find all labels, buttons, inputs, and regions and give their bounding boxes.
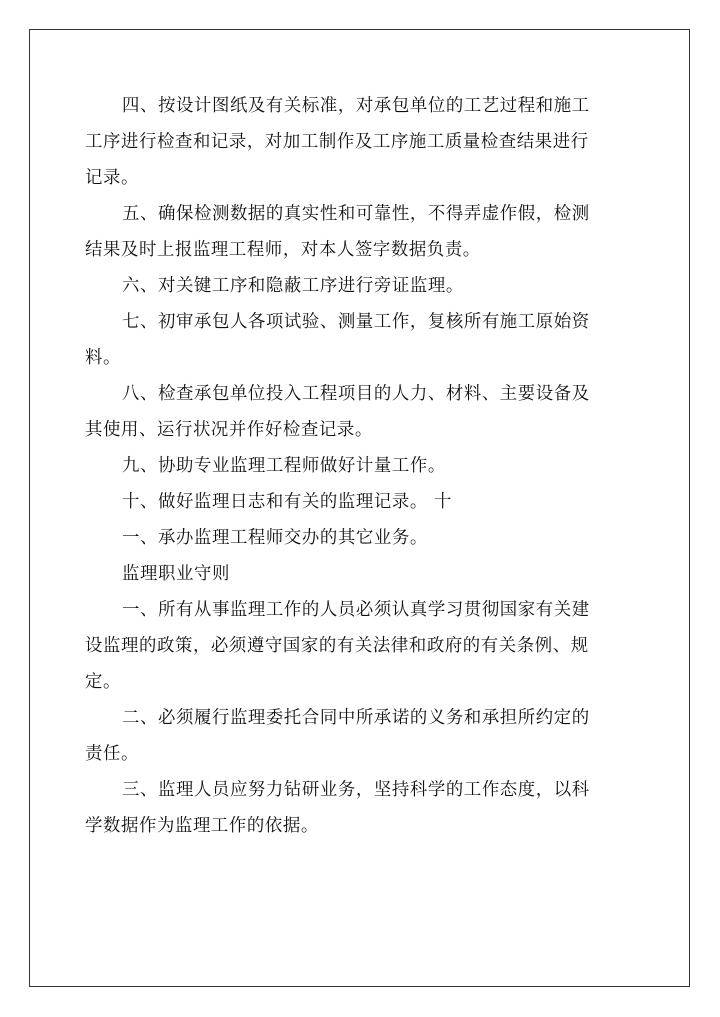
text-line: 责任。	[85, 744, 139, 764]
text-line: 工序进行检查和记录，对加工制作及工序施工质量检查结果进行	[85, 132, 589, 152]
text-line: 九、协助专业监理工程师做好计量工作。	[122, 456, 446, 476]
paragraph-duty-11	[85, 520, 635, 556]
heading-text: 监理职业守则	[122, 564, 230, 584]
document-body	[85, 88, 635, 844]
text-line: 设监理的政策，必须遵守国家的有关法律和政府的有关条例、规	[85, 636, 589, 656]
section-heading	[85, 556, 635, 592]
text-line: 二、必须履行监理委托合同中所承诺的义务和承担所约定的	[122, 708, 590, 728]
paragraph-rule-2	[85, 700, 635, 772]
text-line: 学数据作为监理工作的依据。	[85, 816, 319, 836]
text-line: 一、所有从事监理工作的人员必须认真学习贯彻国家有关建	[122, 600, 590, 620]
text-line: 五、确保检测数据的真实性和可靠性，不得弄虚作假，检测	[122, 204, 590, 224]
text-line: 七、初审承包人各项试验、测量工作，复核所有施工原始资	[122, 312, 590, 332]
text-line: 一、承办监理工程师交办的其它业务。	[122, 528, 428, 548]
text-line: 记录。	[85, 168, 139, 188]
text-line: 四、按设计图纸及有关标准，对承包单位的工艺过程和施工	[122, 96, 590, 116]
paragraph-rule-1	[85, 592, 635, 700]
text-line: 料。	[85, 348, 121, 368]
paragraph-duty-4	[85, 88, 635, 196]
text-line: 十、做好监理日志和有关的监理记录。 十	[122, 492, 452, 512]
text-line: 结果及时上报监理工程师，对本人签字数据负责。	[85, 240, 481, 260]
paragraph-duty-7	[85, 304, 635, 376]
text-line: 定。	[85, 672, 121, 692]
text-line: 其使用、运行状况并作好检查记录。	[85, 420, 373, 440]
paragraph-duty-6	[85, 268, 635, 304]
text-line: 六、对关键工序和隐蔽工序进行旁证监理。	[122, 276, 464, 296]
paragraph-rule-3	[85, 772, 635, 844]
text-line: 三、监理人员应努力钻研业务，坚持科学的工作态度，以科	[122, 780, 590, 800]
paragraph-duty-9	[85, 448, 635, 484]
paragraph-duty-8	[85, 376, 635, 448]
text-line: 八、检查承包单位投入工程项目的人力、材料、主要设备及	[122, 384, 590, 404]
paragraph-duty-10	[85, 484, 635, 520]
paragraph-duty-5	[85, 196, 635, 268]
